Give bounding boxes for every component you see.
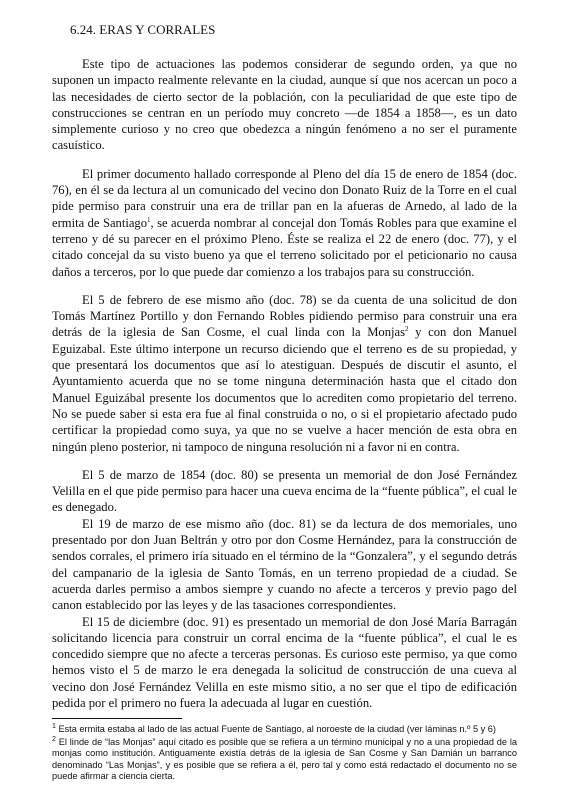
- footnote-ref-2[interactable]: 2: [405, 325, 409, 334]
- paragraph-first-document: El primer documento hallado corresponde al Pleno del día 15 de enero de 1854 (doc. 76), en él se da lectura al un comunicado del vecino don Donato Ruiz de la Torre en el cual pide permiso para construir una era de trillar pan en la afueras de Arnedo, al lado de la ermita de Santiago$^1$, se acuerda nombrar al concejal don Tomás Robles para que examine el terreno y dé su parecer en el próximo Pleno. Éste se realiza el 22 de enero (doc. 77), y el citado concejal da su visto bueno ya que el terreno solicitado por el peticionario no causa daños a terceros, por lo que puede dar comienzo a los trabajos para su construcción.: [52, 166, 517, 279]
- footnote-ref-1[interactable]: 1: [147, 215, 151, 224]
- footnote-divider: [52, 718, 182, 719]
- footnotes: [52, 724, 517, 784]
- paragraph-march-5: El 5 de marzo de 1854 (doc. 80) se presenta un memorial de don José Fernández Velilla en el que pide permiso para hacer una cueva encima de la “fuente pública”, el cual le es denegado.: [52, 467, 517, 515]
- footnote-2: $^2$ El linde de “las Monjas” aquí citado es posible que se refiera a un término municipal y no a una propiedad de la monjas como institución. Antiguamente existía detrás de la iglesia de San Cosme y San Damián un barranco denominado “Las Monjas”, y es posible que se refiera a él, pero tal y como está redactado el documento no se puede afirmar a ciencia cierta.: [52, 736, 517, 781]
- section-heading: 6.24. ERAS Y CORRALES: [70, 22, 216, 37]
- paragraph-february: El 5 de febrero de ese mismo año (doc. 78) se da cuenta de una solicitud de don Tomás Martínez Portillo y don Fernando Robles pidiendo permiso para construir una era detrás de la iglesia de San Cosme, el cual linda con la Monjas$^2$ y con don Manuel Eguizabal. Este último interpone un recurso diciendo que el terreno es de su propiedad, y que presentará los documentos que así lo atestiguan. Después de discutir el asunto, el Ayuntamiento acuerda que no se tome ninguna determinación hasta que el citado don Manuel Eguizábal presente los documentos que lo acrediten como propietario del terreno. No se puede saber si esta era fue al final construida o no, o si el propietario afectado pudo certificar la propiedad como suya, ya que no se vuelve a hacer mención de esta obra en ningún pleno posterior, ni tampoco de ninguna resolución ni a favor ni en contra.: [52, 292, 517, 454]
- footnote-1: $^1$ Esta ermita estaba al lado de las actual Fuente de Santiago, al noroeste de la ciudad (ver láminas n.º 5 y 6): [52, 722, 496, 734]
- paragraph-december: El 15 de diciembre (doc. 91) es presentado un memorial de don José María Barragán solicitando licencia para construir un corral encima de la “fuente pública”, el cual le es concedido siempre que no afecte a terceras personas. Es curioso este permiso, ya que como hemos visto el 5 de marzo le era denegada la solicitud de construcción de una cueva al vecino don José Fernández Velilla en este mismo sitio, a no ser que el tipo de edificación pedida por el primero no fuera la adecuada al lugar en cuestión.: [52, 614, 517, 710]
- paragraph-march-19: El 19 de marzo de ese mismo año (doc. 81) se da lectura de dos memoriales, uno presentado por don Juan Beltrán y otro por don Cosme Hernández, para la construcción de sendos corrales, el primero iría situado en el término de la “Gonzalera”, y el segundo detrás del campanario de la iglesia de Santo Tomás, en un terreno propiedad de a ciudad. Se acuerda darles permiso a ambos siempre y cuando no afecte a terceros y previo pago del canon establecido por las leyes y de las tasaciones correspondientes.: [52, 516, 517, 613]
- main-content: [52, 22, 517, 711]
- paragraph-intro: Este tipo de actuaciones las podemos considerar de segundo orden, ya que no suponen un impacto realmente relevante en la ciudad, aunque sí que nos acercan un poco a las necesidades de cierto sector de la población, con la peculiaridad de que este tipo de construcciones se centran en un período muy concreto —de 1854 a 1858—, es un dato simplemente curioso y no creo que obedezca a ningún fenómeno a no ser el puramente casuístico.: [52, 57, 517, 153]
